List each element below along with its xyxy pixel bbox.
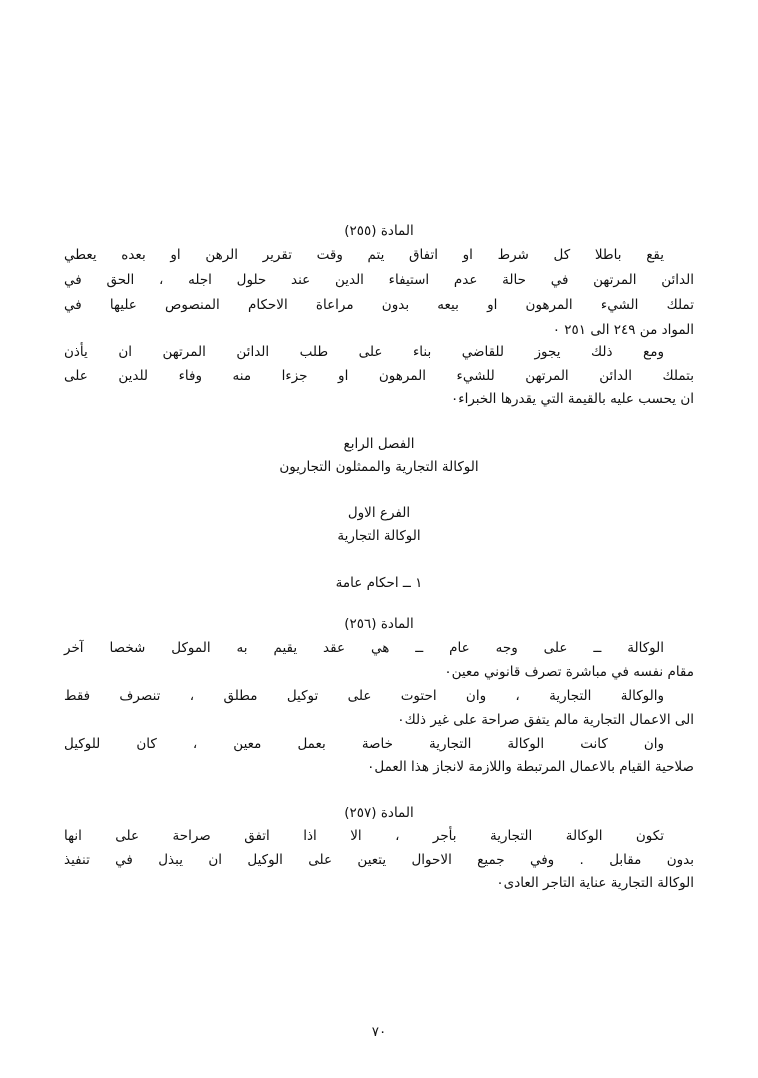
article-257-line-1: تكون الوكالة التجارية بأجر ، الا اذا اتفق صراحة على انها — [64, 828, 664, 844]
article-255-line-5: ومع ذلك يجوز للقاضي بناء على طلب الدائن المرتهن ان يأذن — [64, 344, 664, 360]
article-257-heading: المادة (٢٥٧) — [344, 805, 414, 821]
article-255-line-7: ان يحسب عليه بالقيمة التي يقدرها الخبراء٠ — [450, 391, 694, 407]
article-255-line-4: المواد من ٢٤٩ الى ٢٥١ ٠ — [552, 322, 694, 338]
section-title: ١ ــ احكام عامة — [335, 575, 423, 591]
article-255-line-3: تملك الشيء المرهون او بيعه بدون مراعاة الاحكام المنصوص عليها في — [64, 297, 694, 313]
article-257-line-3: الوكالة التجارية عناية التاجر العادى٠ — [496, 875, 694, 891]
article-255-line-6: بتملك الدائن المرتهن للشيء المرهون او جزءا منه وفاء للدين على — [64, 368, 694, 384]
article-255-line-2: الدائن المرتهن في حالة عدم استيفاء الدين عند حلول اجله ، الحق في — [64, 272, 694, 288]
chapter-subtitle: الوكالة التجارية والممثلون التجاريون — [279, 459, 479, 475]
article-256-line-4: الى الاعمال التجارية مالم يتفق صراحة على غير ذلك٠ — [397, 712, 694, 728]
branch-title: الفرع الاول — [347, 505, 411, 521]
article-255-line-1: يقع باطلا كل شرط او اتفاق يتم وقت تقرير الرهن او بعده يعطي — [64, 247, 664, 263]
article-256-line-5: وان كانت الوكالة التجارية خاصة بعمل معين ، كان للوكيل — [64, 736, 664, 752]
chapter-title: الفصل الرابع — [343, 436, 415, 452]
branch-subtitle: الوكالة التجارية — [337, 528, 421, 544]
article-255-heading: المادة (٢٥٥) — [344, 223, 414, 239]
article-257-line-2: بدون مقابل . وفي جميع الاحوال يتعين على الوكيل ان يبذل في تنفيذ — [64, 852, 694, 868]
article-256-line-3: والوكالة التجارية ، وان احتوت على توكيل مطلق ، تنصرف فقط — [64, 688, 664, 704]
article-256-heading: المادة (٢٥٦) — [344, 616, 414, 632]
article-256-line-1: الوكالة ــ على وجه عام ــ هي عقد يقيم به الموكل شخصا آخر — [64, 640, 664, 656]
article-256-line-6: صلاحية القيام بالاعمال المرتبطة واللازمة لانجاز هذا العمل٠ — [367, 759, 694, 775]
article-256-line-2: مقام نفسه في مباشرة تصرف قانوني معين٠ — [444, 664, 694, 680]
page-number: ٧٠ — [371, 1024, 387, 1040]
